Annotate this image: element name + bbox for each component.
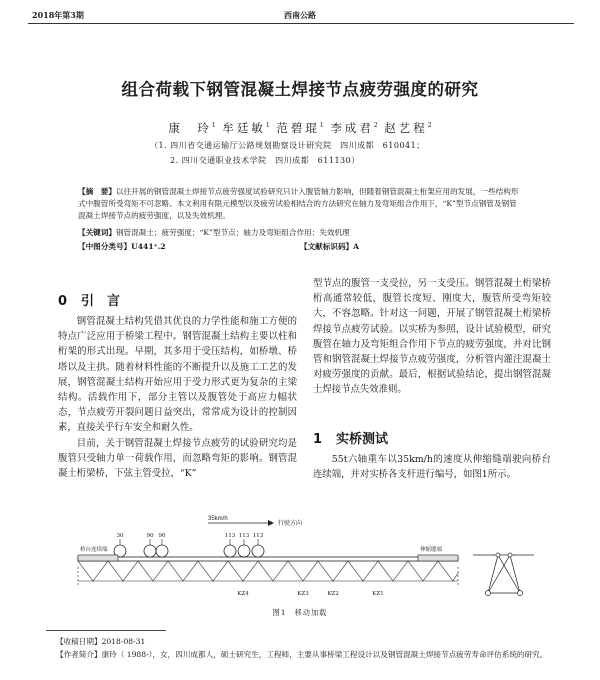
- author-bio-text: 康玲（ 1988-），女，四川成都人，硕士研究生，工程师，主要从事桥梁工程设计以及钢管混凝土焊接节点疲劳寿命评估系统的研究。: [101, 650, 548, 659]
- axle-load-label: 113: [224, 533, 236, 539]
- section-number: 0: [58, 294, 68, 309]
- abstract: [78, 186, 522, 222]
- body-paragraph: 钢管混凝土结构凭借其优良的力学性能和施工方便的特点广泛应用于桥梁工程中。钢管混凝土结构主要以柱和桁架的形式出现。早期，其多用于受压结构，如桥墩、桥塔以及主拱。随着材料性能的不断提升以及施工工艺的发展，钢管混凝土结构开始应用于受力形式更为复杂的主梁结构。活载作用下，部分主管以及腹管处于高应力幅状态，节点疲劳开裂问题日益突出，常常成为设计的控制因素，直接关乎行车安全和耐久性。: [58, 316, 297, 434]
- author-name: 牟廷敏: [222, 121, 266, 135]
- right-end-label: 伸缩缝端: [420, 547, 443, 553]
- author-affiliation-mark: 2: [427, 122, 432, 130]
- arrowhead-icon: [268, 520, 274, 526]
- clc-value: U441⁺.2: [131, 242, 166, 251]
- author-name: 赵艺程: [384, 121, 428, 135]
- author-affiliation-mark: 1: [211, 122, 216, 130]
- speed-label: 35km/h: [208, 516, 228, 522]
- author-affiliation-mark: 2: [373, 122, 378, 130]
- affiliation-line: 2. 四川交通职业技术学院 四川成都 611130）: [170, 156, 360, 165]
- direction-label: 行驶方向: [278, 520, 303, 527]
- member-label: KZ4: [237, 591, 249, 597]
- author-list: [0, 120, 600, 136]
- clc-label: 【中图分类号】: [78, 242, 132, 251]
- body-paragraph: 目前，关于钢管混凝土焊接节点疲劳的试验研究均是腹管只受轴力单一荷载作用，而忽略弯矩的影响。钢管混凝土桁梁桥，下弦主管受拉，“K”: [58, 437, 297, 480]
- keywords-text: 钢管混凝土；疲劳强度；“K”型节点；轴力及弯矩组合作用；失效机理: [115, 228, 350, 237]
- section-title: 引 言: [81, 294, 121, 309]
- clc-number: [78, 241, 166, 252]
- running-header-journal: 西南公路: [284, 10, 316, 20]
- axle-load-label: 113: [238, 533, 250, 539]
- bridge-deck: [78, 557, 458, 561]
- author-affiliation-mark: 1: [265, 122, 270, 130]
- field-test-paragraph: [313, 452, 551, 482]
- member-label: KZ2: [327, 591, 339, 597]
- author-name: 康 玲: [168, 121, 212, 135]
- keywords-label: 【关键词】: [78, 228, 116, 237]
- right-column-body: [313, 276, 551, 398]
- section-heading-field-test: [313, 428, 402, 447]
- header-rule: [28, 23, 574, 24]
- received-label: 【收稿日期】: [56, 637, 102, 646]
- left-end-label: 桥台连续端: [80, 547, 108, 553]
- doc-code-value: A: [353, 242, 360, 251]
- right-abutment-block: [418, 555, 458, 561]
- author-name: 李成君: [330, 121, 374, 135]
- axle-load-label: 113: [252, 533, 264, 539]
- body-paragraph: 55t六轴重车以35km/h的速度从伸缩缝端驶向桥台连续端，并对实桥各支杆进行编号，如图1所示。: [313, 454, 551, 481]
- body-paragraph-continuation: 型节点的腹管一支受拉，另一支受压。钢管混凝土桁梁桥桁高通常较低，腹管长度短、刚度大，腹管所受弯矩较大，不容忽略。针对这一问题，开展了钢管混凝土桁梁桥焊接节点疲劳试验。以实桥为参照，设计试验模型，研究腹管在轴力及弯矩组合作用下节点的疲劳强度，并对比钢管和钢管混凝土焊接节点疲劳强度，分析管内灌注混凝土对疲劳强度的贡献。最后，根据试验结论，提出钢管混凝土焊接节点失效准则。: [313, 278, 551, 396]
- axle-load-label: 90: [158, 533, 166, 539]
- author-affiliation-mark: 1: [319, 122, 324, 130]
- member-label: KZ3: [297, 591, 309, 597]
- abstract-text: 以往开展的钢管混凝土焊接节点疲劳强度试验研究只计入腹管轴力影响，但随着钢管混凝土桁架应用的发展，一些结构形式中腹管所受弯矩不可忽略。本文利用有限元模型以及疲劳试验相结合的方法研究在轴力及弯矩组合作用下，“K”型节点钢管及钢管混凝土焊接节点的疲劳强度，以及失效机理。: [78, 187, 519, 220]
- received-date: [56, 636, 556, 648]
- section-heading-intro: [58, 290, 134, 309]
- author-name: 范碧琨: [276, 121, 320, 135]
- moving-load-figure: [58, 515, 538, 601]
- doc-code-label: 【文献标识码】: [300, 242, 354, 251]
- author-bio-label: 【作者简介】: [56, 650, 102, 659]
- truss-members: [78, 561, 458, 581]
- cross-section-drawing: [473, 553, 534, 596]
- left-column-body: [58, 314, 297, 481]
- running-header-issue: 2018年第3期: [32, 10, 84, 20]
- document-code: [300, 241, 359, 252]
- section-title: 实桥测试: [336, 432, 389, 447]
- section-number: 1: [313, 432, 323, 447]
- left-abutment-block: [78, 555, 118, 561]
- footnote-rule: [46, 630, 166, 631]
- received-value: 2018-08-31: [101, 637, 146, 646]
- abstract-label: 【摘 要】: [78, 187, 116, 196]
- axle-load-label: 90: [146, 533, 154, 539]
- member-label: KZ1: [372, 591, 384, 597]
- author-bio: [56, 649, 556, 661]
- paper-title: 组合荷载下钢管混凝土焊接节点疲劳强度的研究: [121, 80, 479, 99]
- keywords: [78, 227, 350, 238]
- figure-caption: 图1 移动加载: [272, 608, 328, 617]
- affiliation-line: （1. 四川省交通运输厅公路规划勘察设计研究院 四川成都 610041；: [150, 141, 425, 150]
- axle-load-label: 30: [116, 533, 124, 539]
- vehicle-wheels: [114, 545, 264, 557]
